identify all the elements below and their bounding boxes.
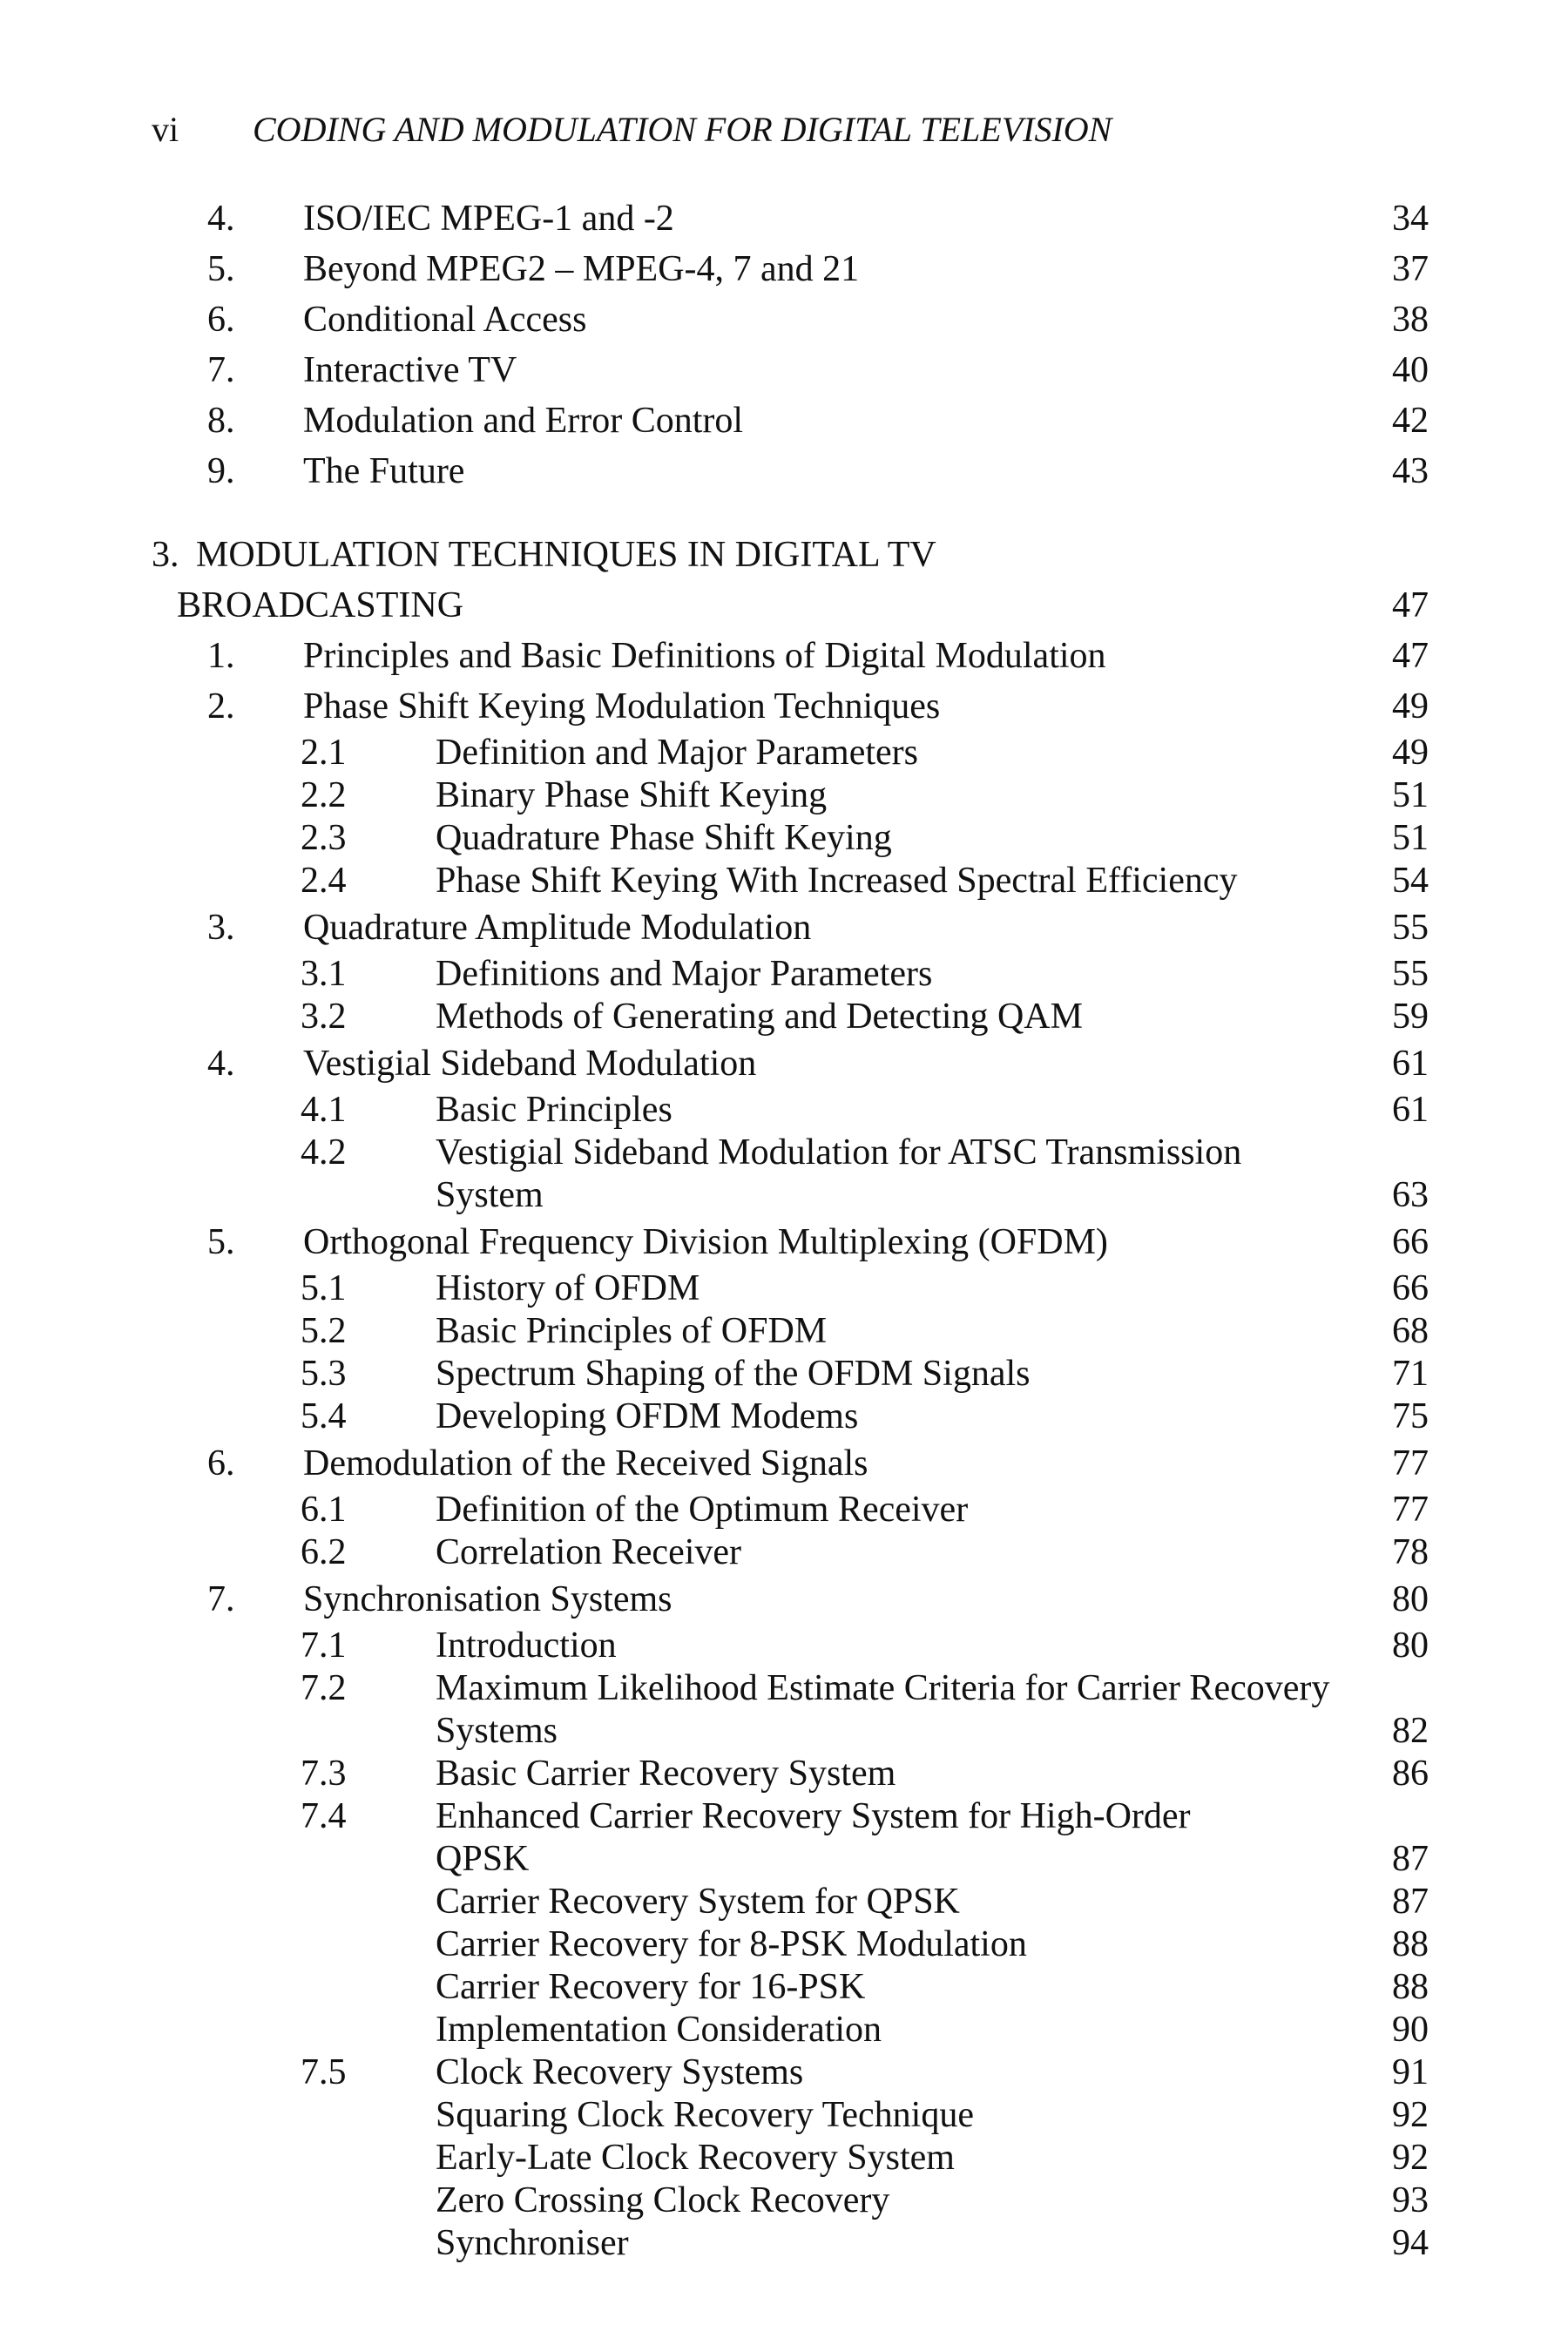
subsection-number: 7.3 — [301, 1754, 347, 1794]
subsection-page: 78 — [1392, 1532, 1429, 1572]
section-title: Synchronisation Systems — [303, 1579, 672, 1619]
section-title: Demodulation of the Received Signals — [303, 1443, 868, 1484]
toc-entry-number: 7. — [207, 350, 235, 390]
subsection-title: Introduction — [436, 1625, 617, 1666]
topic-title: Synchroniser — [436, 2223, 629, 2263]
toc-topic — [0, 2180, 1568, 2222]
subsection-title: Methods of Generating and Detecting QAM — [436, 997, 1083, 1037]
toc-subsection — [0, 1667, 1568, 1710]
section-page: 80 — [1392, 1579, 1429, 1619]
subsection-page: 55 — [1392, 954, 1429, 994]
toc-subsection — [0, 1132, 1568, 1174]
subsection-title: Definitions and Major Parameters — [436, 954, 933, 994]
subsection-title: Phase Shift Keying With Increased Spectral Efficiency — [436, 861, 1238, 901]
subsection-title: Quadrature Phase Shift Keying — [436, 818, 892, 858]
toc-subsection — [0, 2051, 1568, 2094]
subsection-number: 5.4 — [301, 1396, 347, 1436]
subsection-number: 7.1 — [301, 1625, 347, 1666]
section-title: Principles and Basic Definitions of Digital Modulation — [303, 636, 1106, 676]
toc-entry-title: Modulation and Error Control — [303, 401, 744, 441]
section-number: 5. — [207, 1222, 235, 1262]
subsection-page: 86 — [1392, 1754, 1429, 1794]
subsection-title: Basic Principles of OFDM — [436, 1311, 828, 1351]
toc-section — [0, 631, 1568, 681]
toc-subsection — [0, 1753, 1568, 1795]
toc-topic — [0, 2137, 1568, 2180]
subsection-number: 2.3 — [301, 818, 347, 858]
subsection-page: 82 — [1392, 1711, 1429, 1751]
toc-section — [0, 1438, 1568, 1489]
subsection-title: Definition and Major Parameters — [436, 733, 918, 773]
toc-entry — [0, 193, 1568, 244]
toc-topic — [0, 1881, 1568, 1923]
toc-topic — [0, 1966, 1568, 2009]
subsection-number: 7.4 — [301, 1796, 347, 1836]
running-title: CODING AND MODULATION FOR DIGITAL TELEVISION — [253, 110, 1112, 149]
subsection-page: 91 — [1392, 2052, 1429, 2092]
subsection-title: History of OFDM — [436, 1268, 700, 1308]
section-number: 7. — [207, 1579, 235, 1619]
toc-subsection — [0, 817, 1568, 860]
toc-subsection — [0, 1310, 1568, 1353]
toc-entry-title: The Future — [303, 451, 465, 491]
toc-subsection — [0, 1089, 1568, 1132]
topic-page: 94 — [1392, 2223, 1429, 2263]
subsection-number: 2.2 — [301, 775, 347, 815]
subsection-page: 49 — [1392, 733, 1429, 773]
table-of-contents — [0, 193, 1568, 2265]
section-number: 4. — [207, 1044, 235, 1084]
toc-entry-number: 4. — [207, 199, 235, 239]
section-number: 1. — [207, 636, 235, 676]
section-page: 47 — [1392, 636, 1429, 676]
subsection-page: 87 — [1392, 1839, 1429, 1879]
section-title: Phase Shift Keying Modulation Techniques — [303, 686, 941, 727]
subsection-number: 3.2 — [301, 997, 347, 1037]
subsection-number: 4.1 — [301, 1090, 347, 1130]
topic-title: Squaring Clock Recovery Technique — [436, 2095, 974, 2135]
subsection-title: Definition of the Optimum Receiver — [436, 1490, 969, 1530]
subsection-page: 61 — [1392, 1090, 1429, 1130]
toc-subsection-continued — [0, 1838, 1568, 1881]
topic-page: 87 — [1392, 1882, 1429, 1922]
subsection-number: 5.3 — [301, 1354, 347, 1394]
subsection-page: 66 — [1392, 1268, 1429, 1308]
toc-entry — [0, 446, 1568, 497]
subsection-page: 77 — [1392, 1490, 1429, 1530]
toc-section — [0, 902, 1568, 953]
topic-title: Zero Crossing Clock Recovery — [436, 2180, 890, 2220]
chapter-heading-continued — [0, 580, 1568, 631]
toc-section — [0, 1217, 1568, 1267]
subsection-page: 68 — [1392, 1311, 1429, 1351]
section-number: 2. — [207, 686, 235, 727]
toc-entry-title: ISO/IEC MPEG-1 and -2 — [303, 199, 674, 239]
subsection-number: 5.2 — [301, 1311, 347, 1351]
toc-subsection — [0, 860, 1568, 902]
chapter-number: 3. — [152, 535, 179, 575]
subsection-title-continued: QPSK — [436, 1839, 530, 1879]
toc-subsection — [0, 953, 1568, 996]
subsection-title: Vestigial Sideband Modulation for ATSC Transmission — [436, 1132, 1242, 1173]
subsection-number: 6.2 — [301, 1532, 347, 1572]
topic-title: Carrier Recovery System for QPSK — [436, 1882, 960, 1922]
subsection-title: Enhanced Carrier Recovery System for High-Order — [436, 1796, 1191, 1836]
toc-entry-number: 9. — [207, 451, 235, 491]
section-title: Orthogonal Frequency Division Multiplexing (OFDM) — [303, 1222, 1108, 1262]
section-title: Quadrature Amplitude Modulation — [303, 908, 812, 948]
toc-entry-page: 40 — [1392, 350, 1429, 390]
section-page: 77 — [1392, 1443, 1429, 1484]
toc-entry-title: Interactive TV — [303, 350, 517, 390]
section-page: 66 — [1392, 1222, 1429, 1262]
topic-page: 90 — [1392, 2010, 1429, 2050]
subsection-title-continued: Systems — [436, 1711, 558, 1751]
subsection-title: Clock Recovery Systems — [436, 2052, 804, 2092]
toc-subsection-continued — [0, 1710, 1568, 1753]
toc-entry-page: 37 — [1392, 249, 1429, 289]
section-page: 55 — [1392, 908, 1429, 948]
toc-entry-title: Beyond MPEG2 – MPEG-4, 7 and 21 — [303, 249, 860, 289]
subsection-number: 2.1 — [301, 733, 347, 773]
subsection-page: 71 — [1392, 1354, 1429, 1394]
toc-section — [0, 1574, 1568, 1625]
subsection-page: 59 — [1392, 997, 1429, 1037]
subsection-page: 51 — [1392, 818, 1429, 858]
subsection-title: Spectrum Shaping of the OFDM Signals — [436, 1354, 1031, 1394]
section-page: 61 — [1392, 1044, 1429, 1084]
toc-entry-number: 6. — [207, 300, 235, 340]
section-number: 3. — [207, 908, 235, 948]
toc-entry — [0, 294, 1568, 345]
section-page: 49 — [1392, 686, 1429, 727]
toc-subsection — [0, 1267, 1568, 1310]
topic-title: Early-Late Clock Recovery System — [436, 2138, 955, 2178]
toc-topic — [0, 2222, 1568, 2265]
toc-entry-page: 42 — [1392, 401, 1429, 441]
subsection-number: 2.4 — [301, 861, 347, 901]
subsection-page: 80 — [1392, 1625, 1429, 1666]
toc-subsection — [0, 1625, 1568, 1667]
topic-page: 88 — [1392, 1924, 1429, 1964]
toc-entry-number: 5. — [207, 249, 235, 289]
subsection-page: 51 — [1392, 775, 1429, 815]
toc-subsection — [0, 1396, 1568, 1438]
toc-subsection — [0, 774, 1568, 817]
topic-title: Implementation Consideration — [436, 2010, 882, 2050]
subsection-number: 4.2 — [301, 1132, 347, 1173]
subsection-number: 5.1 — [301, 1268, 347, 1308]
topic-title: Carrier Recovery for 8-PSK Modulation — [436, 1924, 1027, 1964]
toc-subsection — [0, 996, 1568, 1038]
subsection-title: Basic Carrier Recovery System — [436, 1754, 896, 1794]
toc-entry — [0, 345, 1568, 395]
topic-title: Carrier Recovery for 16-PSK — [436, 1967, 866, 2007]
subsection-title: Correlation Receiver — [436, 1532, 742, 1572]
subsection-number: 7.2 — [301, 1668, 347, 1708]
toc-subsection — [0, 1531, 1568, 1574]
toc-entry-title: Conditional Access — [303, 300, 587, 340]
toc-subsection — [0, 732, 1568, 774]
toc-topic — [0, 1923, 1568, 1966]
subsection-number: 6.1 — [301, 1490, 347, 1530]
topic-page: 92 — [1392, 2095, 1429, 2135]
toc-entry-page: 34 — [1392, 199, 1429, 239]
topic-page: 88 — [1392, 1967, 1429, 2007]
toc-entry-number: 8. — [207, 401, 235, 441]
subsection-title: Developing OFDM Modems — [436, 1396, 859, 1436]
toc-topic — [0, 2009, 1568, 2051]
subsection-page: 54 — [1392, 861, 1429, 901]
chapter-title-continued: BROADCASTING — [177, 585, 464, 625]
subsection-number: 7.5 — [301, 2052, 347, 2092]
toc-entry-page: 38 — [1392, 300, 1429, 340]
toc-entry — [0, 244, 1568, 294]
chapter-title: MODULATION TECHNIQUES IN DIGITAL TV — [196, 535, 936, 575]
toc-entry — [0, 395, 1568, 446]
chapter-heading — [0, 530, 1568, 580]
subsection-title: Basic Principles — [436, 1090, 672, 1130]
topic-page: 92 — [1392, 2138, 1429, 2178]
toc-subsection — [0, 1353, 1568, 1396]
page-number: vi — [152, 110, 179, 149]
subsection-page: 75 — [1392, 1396, 1429, 1436]
toc-section — [0, 1038, 1568, 1089]
toc-subsection — [0, 1795, 1568, 1838]
section-number: 6. — [207, 1443, 235, 1484]
subsection-page: 63 — [1392, 1175, 1429, 1215]
subsection-number: 3.1 — [301, 954, 347, 994]
chapter-page: 47 — [1392, 585, 1429, 625]
toc-entry-page: 43 — [1392, 451, 1429, 491]
toc-topic — [0, 2094, 1568, 2137]
toc-subsection — [0, 1489, 1568, 1531]
subsection-title: Binary Phase Shift Keying — [436, 775, 828, 815]
section-title: Vestigial Sideband Modulation — [303, 1044, 757, 1084]
toc-section — [0, 681, 1568, 732]
subsection-title-continued: System — [436, 1175, 544, 1215]
topic-page: 93 — [1392, 2180, 1429, 2220]
toc-subsection-continued — [0, 1174, 1568, 1217]
subsection-title: Maximum Likelihood Estimate Criteria for Carrier Recovery — [436, 1668, 1330, 1708]
